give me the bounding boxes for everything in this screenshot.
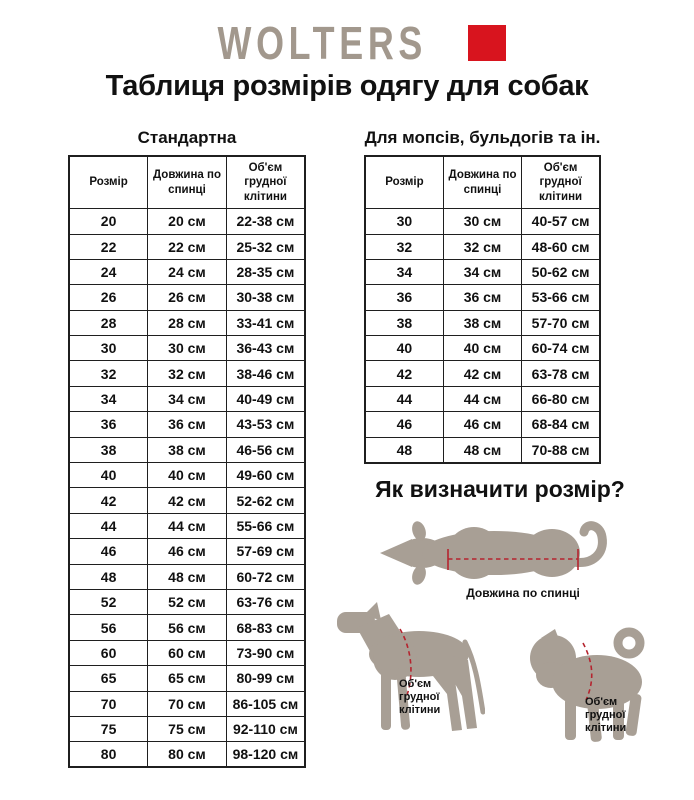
column-header: Об'єм грудної клітини [522,156,600,209]
table-cell: 68-83 см [226,615,305,640]
table-cell: 57-69 см [226,539,305,564]
table-row [69,539,305,564]
table-row [69,310,305,335]
table-cell: 38 см [443,310,521,335]
table-cell: 34 [69,386,148,411]
pugs-size-table [364,155,601,464]
table-cell: 30 [69,336,148,361]
table-cell: 24 [69,259,148,284]
table-cell: 70-88 см [522,437,600,462]
table-cell: 36-43 см [226,336,305,361]
standard-table-title: Стандартна [137,128,237,147]
table-row [69,488,305,513]
chest-volume-label-large-dog: Об'єм грудної клітини [399,678,441,717]
table-cell: 60-74 см [522,336,600,361]
table-cell: 30-38 см [226,285,305,310]
table-cell: 48 см [443,437,521,462]
table-row [69,259,305,284]
how-to-title: Як визначити розмір? [375,476,625,502]
table-row [69,234,305,259]
table-row [69,361,305,386]
table-row [365,386,600,411]
table-cell: 65 [69,666,148,691]
brand-name: WOLTERS [217,17,427,69]
table-row [69,589,305,614]
table-cell: 60 см [148,640,227,665]
table-cell: 30 [365,209,443,234]
pugs-sizes-section [364,128,601,464]
table-cell: 70 [69,691,148,716]
table-cell: 80 [69,742,148,767]
table-cell: 49-60 см [226,463,305,488]
table-row [365,361,600,386]
table-cell: 32 см [443,234,521,259]
table-cell: 22 [69,234,148,259]
table-cell: 26 см [148,285,227,310]
table-row [69,463,305,488]
standard-size-table [68,155,306,768]
table-row [69,564,305,589]
table-cell: 42 см [148,488,227,513]
table-cell: 70 см [148,691,227,716]
table-cell: 68-84 см [522,412,600,437]
table-row [365,259,600,284]
table-row [365,285,600,310]
table-row [69,691,305,716]
table-cell: 48 [365,437,443,462]
brand-logo [0,17,694,69]
table-cell: 92-110 см [226,716,305,741]
table-cell: 36 см [148,412,227,437]
table-cell: 63-76 см [226,589,305,614]
table-row [69,640,305,665]
table-cell: 25-32 см [226,234,305,259]
table-cell: 30 см [148,336,227,361]
table-cell: 43-53 см [226,412,305,437]
table-cell: 34 см [443,259,521,284]
table-cell: 48 см [148,564,227,589]
table-cell: 46 см [443,412,521,437]
table-cell: 34 [365,259,443,284]
table-cell: 75 [69,716,148,741]
column-header: Об'єм грудної клітини [226,156,305,209]
table-cell: 38-46 см [226,361,305,386]
table-row [69,412,305,437]
table-cell: 40-49 см [226,386,305,411]
table-cell: 66-80 см [522,386,600,411]
table-cell: 34 см [148,386,227,411]
how-to-measure-section [320,476,680,786]
brand-red-square [468,25,506,61]
table-cell: 46-56 см [226,437,305,462]
table-cell: 80 см [148,742,227,767]
table-cell: 60 [69,640,148,665]
table-cell: 32 [365,234,443,259]
table-cell: 38 см [148,437,227,462]
table-cell: 75 см [148,716,227,741]
table-row [69,336,305,361]
column-header: Довжина по спинці [148,156,227,209]
table-row [365,209,600,234]
table-cell: 44 см [443,386,521,411]
table-row [69,666,305,691]
table-cell: 56 [69,615,148,640]
table-cell: 26 [69,285,148,310]
table-cell: 40 см [443,336,521,361]
table-cell: 42 [365,361,443,386]
table-cell: 48 [69,564,148,589]
table-row [365,310,600,335]
table-cell: 48-60 см [522,234,600,259]
table-cell: 40 см [148,463,227,488]
table-row [69,513,305,538]
table-cell: 42 см [443,361,521,386]
table-cell: 52 [69,589,148,614]
table-cell: 36 [365,285,443,310]
table-cell: 36 [69,412,148,437]
table-cell: 50-62 см [522,259,600,284]
table-cell: 28 [69,310,148,335]
table-cell: 56 см [148,615,227,640]
table-cell: 57-70 см [522,310,600,335]
table-cell: 80-99 см [226,666,305,691]
table-cell: 53-66 см [522,285,600,310]
table-row [365,412,600,437]
table-cell: 22 см [148,234,227,259]
table-cell: 32 см [148,361,227,386]
table-cell: 28-35 см [226,259,305,284]
table-cell: 40 [365,336,443,361]
table-cell: 63-78 см [522,361,600,386]
table-cell: 36 см [443,285,521,310]
table-cell: 22-38 см [226,209,305,234]
table-cell: 24 см [148,259,227,284]
table-row [69,716,305,741]
table-cell: 46 [69,539,148,564]
table-cell: 38 [69,437,148,462]
pugs-table-title: Для мопсів, бульдогів та ін. [364,128,601,147]
table-cell: 32 [69,361,148,386]
back-length-label: Довжина по спинці [466,586,580,600]
table-row [69,437,305,462]
table-row [69,386,305,411]
table-row [69,285,305,310]
column-header: Розмір [69,156,148,209]
table-cell: 86-105 см [226,691,305,716]
table-row [69,742,305,767]
table-row [365,336,600,361]
table-cell: 40 [69,463,148,488]
table-cell: 52 см [148,589,227,614]
table-cell: 20 см [148,209,227,234]
table-cell: 44 [69,513,148,538]
table-cell: 38 [365,310,443,335]
table-cell: 55-66 см [226,513,305,538]
table-row [69,209,305,234]
column-header: Довжина по спинці [443,156,521,209]
table-cell: 28 см [148,310,227,335]
table-row [365,437,600,462]
table-cell: 42 [69,488,148,513]
table-cell: 98-120 см [226,742,305,767]
chest-volume-label-bulldog: Об'єм грудної клітини [585,696,627,735]
page-title: Таблиця розмірів одягу для собак [105,70,589,102]
standard-sizes-section [68,128,306,768]
table-cell: 20 [69,209,148,234]
dog-top-view-icon [378,518,610,588]
header-row [69,156,305,209]
table-cell: 44 [365,386,443,411]
table-cell: 30 см [443,209,521,234]
column-header: Розмір [365,156,443,209]
table-cell: 60-72 см [226,564,305,589]
table-cell: 40-57 см [522,209,600,234]
table-row [69,615,305,640]
table-cell: 65 см [148,666,227,691]
table-cell: 33-41 см [226,310,305,335]
table-cell: 52-62 см [226,488,305,513]
table-cell: 73-90 см [226,640,305,665]
header-row [365,156,600,209]
dog-top-view-illustration [378,518,610,588]
large-dog-illustration [335,602,485,736]
bulldog-illustration [525,624,661,746]
table-cell: 44 см [148,513,227,538]
table-cell: 46 см [148,539,227,564]
table-cell: 46 [365,412,443,437]
table-row [365,234,600,259]
